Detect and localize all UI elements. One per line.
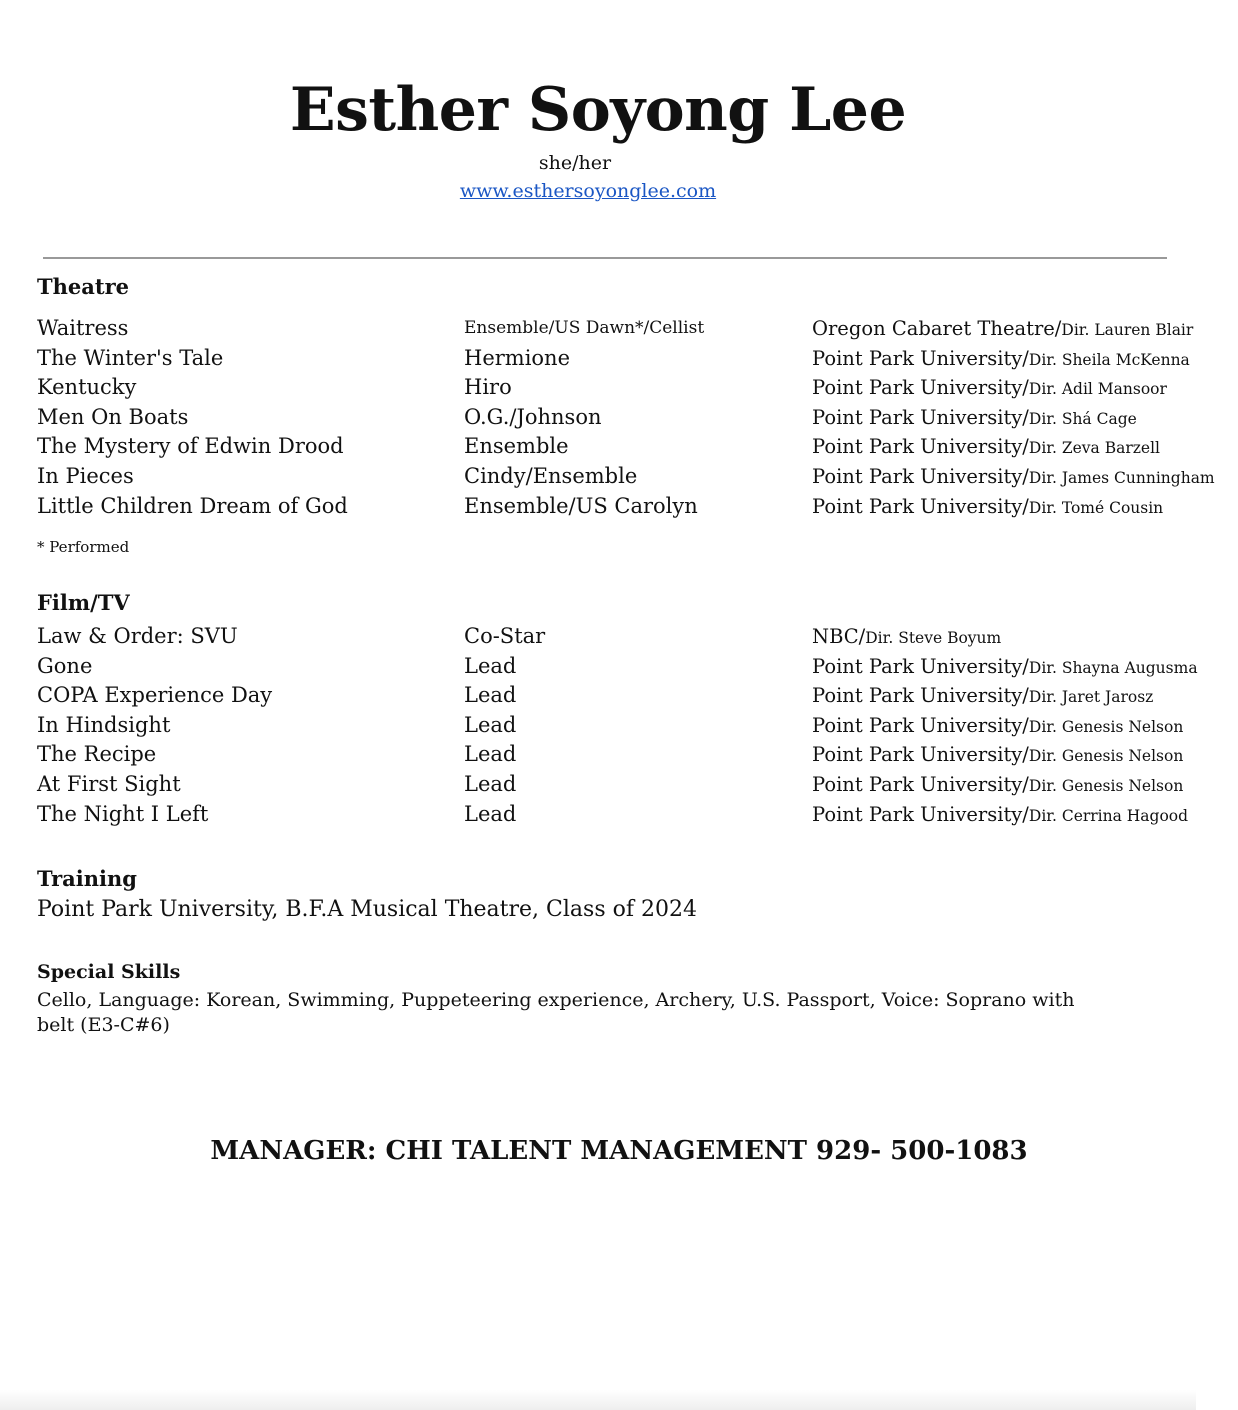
credit-director: Dir. Cerrina Hagood (1028, 806, 1189, 825)
film-credits (37, 622, 1198, 829)
credit-show: Law & Order: SVU (37, 624, 238, 648)
credit-venue: Point Park University/Dir. Genesis Nelson (812, 772, 1184, 796)
skills-section-title: Special Skills (37, 961, 181, 983)
credit-row (37, 622, 1187, 652)
header-divider (43, 257, 1167, 259)
credit-show: Gone (37, 653, 93, 678)
credit-role: Hiro (464, 375, 512, 400)
credit-row (37, 403, 1187, 433)
pronouns: she/her (538, 152, 612, 174)
credit-row (37, 711, 1187, 741)
resume-header (0, 72, 1196, 206)
credit-venue: Point Park University/Dir. Shá Cage (812, 405, 1137, 429)
credit-role: Lead (464, 683, 517, 708)
credit-row (37, 681, 1187, 711)
credit-row (37, 373, 1187, 403)
credit-role: Co-Star (464, 624, 546, 648)
credit-row (37, 432, 1187, 462)
credit-venue: Point Park University/Dir. James Cunningham (812, 464, 1215, 488)
credit-venue: Oregon Cabaret Theatre/Dir. Lauren Blair (812, 317, 1194, 340)
skills-text: Cello, Language: Korean, Swimming, Puppeteering experience, Archery, U.S. Passport, Voice: Soprano with belt (E3-C#6) (37, 989, 1075, 1036)
training-text: Point Park University, B.F.A Musical Theatre, Class of 2024 (37, 897, 697, 922)
theatre-section-title: Theatre (37, 274, 129, 299)
credit-director: Dir. Shayna Augusma (1028, 658, 1198, 677)
page-bottom-shade (0, 1390, 1196, 1410)
credit-role: Lead (464, 653, 517, 678)
credit-row (37, 492, 1187, 522)
credit-director: Dir. Sheila McKenna (1028, 350, 1190, 369)
credit-row (37, 740, 1187, 770)
film-section-title: Film/TV (37, 590, 130, 615)
credit-director: Dir. Jaret Jarosz (1028, 688, 1154, 707)
credit-director: Dir. Zeva Barzell (1028, 439, 1160, 458)
credit-role: Lead (464, 771, 517, 796)
credit-role: Lead (464, 712, 517, 737)
credit-show: At First Sight (37, 771, 181, 796)
credit-show: The Mystery of Edwin Drood (37, 434, 344, 459)
credit-role: Lead (464, 742, 517, 767)
credit-director: Dir. Genesis Nelson (1028, 717, 1184, 736)
credit-venue: Point Park University/Dir. Genesis Nelson (812, 743, 1184, 767)
credit-row (37, 770, 1187, 800)
credit-show: The Winter's Tale (37, 345, 224, 370)
actor-name: Esther Soyong Lee (289, 75, 907, 145)
credit-director: Dir. James Cunningham (1028, 468, 1215, 487)
credit-venue: Point Park University/Dir. Sheila McKenna (812, 346, 1190, 370)
theatre-credits (37, 314, 1215, 521)
credit-director: Dir. Shá Cage (1028, 409, 1137, 428)
credit-show: Waitress (37, 316, 129, 340)
credit-row (37, 800, 1187, 830)
credit-show: The Night I Left (37, 801, 209, 826)
credit-show: In Pieces (37, 463, 134, 488)
credit-show: Kentucky (37, 375, 137, 400)
credit-director: Dir. Steve Boyum (865, 629, 1002, 647)
credit-director: Dir. Genesis Nelson (1028, 747, 1184, 766)
credit-show: Little Children Dream of God (37, 493, 348, 518)
credit-venue: Point Park University/Dir. Adil Mansoor (812, 376, 1167, 400)
credit-director: Dir. Adil Mansoor (1028, 380, 1167, 399)
credit-role: Lead (464, 801, 517, 826)
website-link[interactable]: www.esthersoyonglee.com (459, 180, 717, 202)
credit-row (37, 344, 1190, 374)
credit-venue: NBC/Dir. Steve Boyum (812, 625, 1002, 648)
credit-venue: Point Park University/Dir. Zeva Barzell (812, 435, 1160, 459)
credit-role: O.G./Johnson (464, 404, 602, 429)
performed-note: * Performed (37, 538, 130, 556)
credit-role: Ensemble/US Carolyn (464, 493, 698, 518)
manager-contact: MANAGER: CHI TALENT MANAGEMENT 929- 500-1083 (210, 1136, 1028, 1166)
credit-venue: Point Park University/Dir. Cerrina Hagood (812, 802, 1189, 826)
credit-row (37, 652, 1198, 682)
credit-role: Ensemble (464, 434, 569, 459)
credit-role: Cindy/Ensemble (464, 463, 638, 488)
credit-venue: Point Park University/Dir. Jaret Jarosz (812, 684, 1154, 708)
credit-row (37, 314, 1194, 344)
credit-venue: Point Park University/Dir. Genesis Nelson (812, 713, 1184, 737)
training-section-title: Training (37, 866, 137, 891)
credit-director: Dir. Tomé Cousin (1028, 498, 1164, 517)
credit-row (37, 462, 1215, 492)
credit-show: In Hindsight (37, 712, 171, 737)
credit-show: Men On Boats (37, 404, 189, 429)
credit-venue: Point Park University/Dir. Shayna Augusma (812, 654, 1198, 678)
credit-role: Hermione (464, 345, 571, 370)
credit-show: The Recipe (37, 742, 157, 767)
credit-venue: Point Park University/Dir. Tomé Cousin (812, 494, 1164, 518)
credit-role: Ensemble/US Dawn*/Cellist (464, 318, 705, 338)
credit-show: COPA Experience Day (37, 683, 273, 708)
credit-director: Dir. Lauren Blair (1061, 321, 1194, 339)
credit-director: Dir. Genesis Nelson (1028, 776, 1184, 795)
